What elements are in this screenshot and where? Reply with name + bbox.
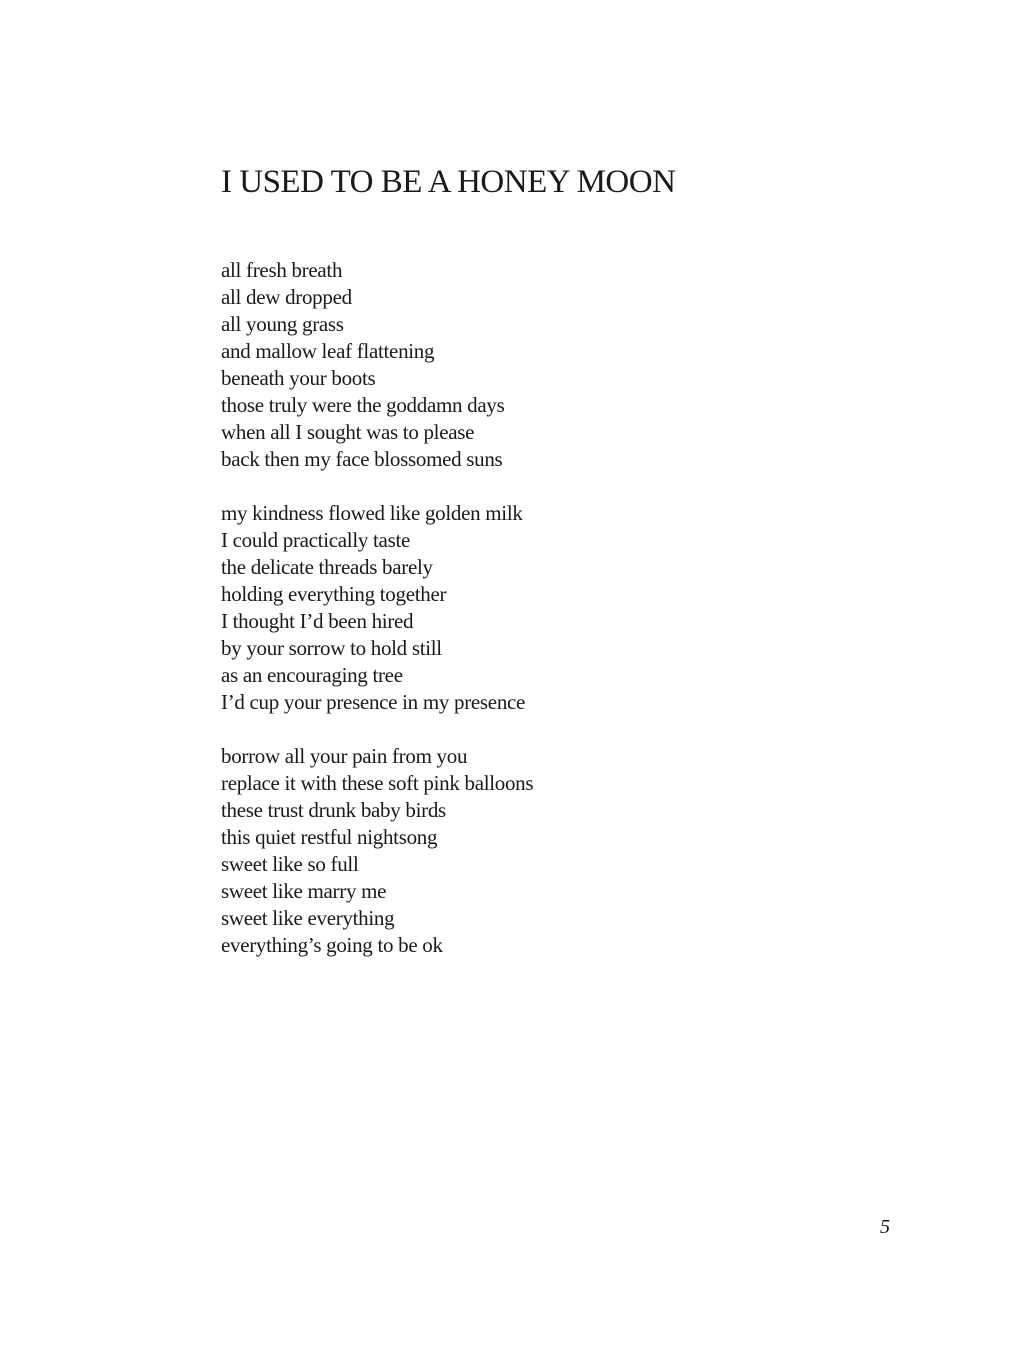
poem-line: replace it with these soft pink balloons: [221, 771, 534, 795]
poem-line: everything’s going to be ok: [221, 933, 443, 957]
poem-line: I thought I’d been hired: [221, 609, 414, 633]
poem-line: holding everything together: [221, 582, 447, 606]
poem-line: I could practically taste: [221, 528, 410, 552]
stanza-2: [221, 500, 533, 716]
poem-line: all dew dropped: [221, 285, 352, 309]
poem-line: back then my face blossomed suns: [221, 447, 503, 471]
poem-line: borrow all your pain from you: [221, 744, 468, 768]
poem-line: and mallow leaf flattening: [221, 339, 435, 363]
poem-line: when all I sought was to please: [221, 420, 475, 444]
poem-line: those truly were the goddamn days: [221, 393, 505, 417]
poem-line: sweet like marry me: [221, 879, 387, 903]
poem-title: I USED TO BE A HONEY MOON: [221, 164, 676, 200]
page-number: 5: [880, 1216, 890, 1238]
poem-line: all fresh breath: [221, 258, 343, 282]
poem-line: this quiet restful nightsong: [221, 825, 438, 849]
poem-line: as an encouraging tree: [221, 663, 403, 687]
poem-line: by your sorrow to hold still: [221, 636, 442, 660]
stanza-3: [221, 743, 533, 959]
poem-line: I’d cup your presence in my presence: [221, 690, 526, 714]
poem-line: these trust drunk baby birds: [221, 798, 446, 822]
poem-body: [221, 257, 533, 986]
poem-line: beneath your boots: [221, 366, 376, 390]
poem-line: sweet like everything: [221, 906, 395, 930]
poem-line: my kindness flowed like golden milk: [221, 501, 523, 525]
poem-line: sweet like so full: [221, 852, 359, 876]
poem-line: the delicate threads barely: [221, 555, 433, 579]
poem-line: all young grass: [221, 312, 344, 336]
stanza-1: [221, 257, 533, 473]
